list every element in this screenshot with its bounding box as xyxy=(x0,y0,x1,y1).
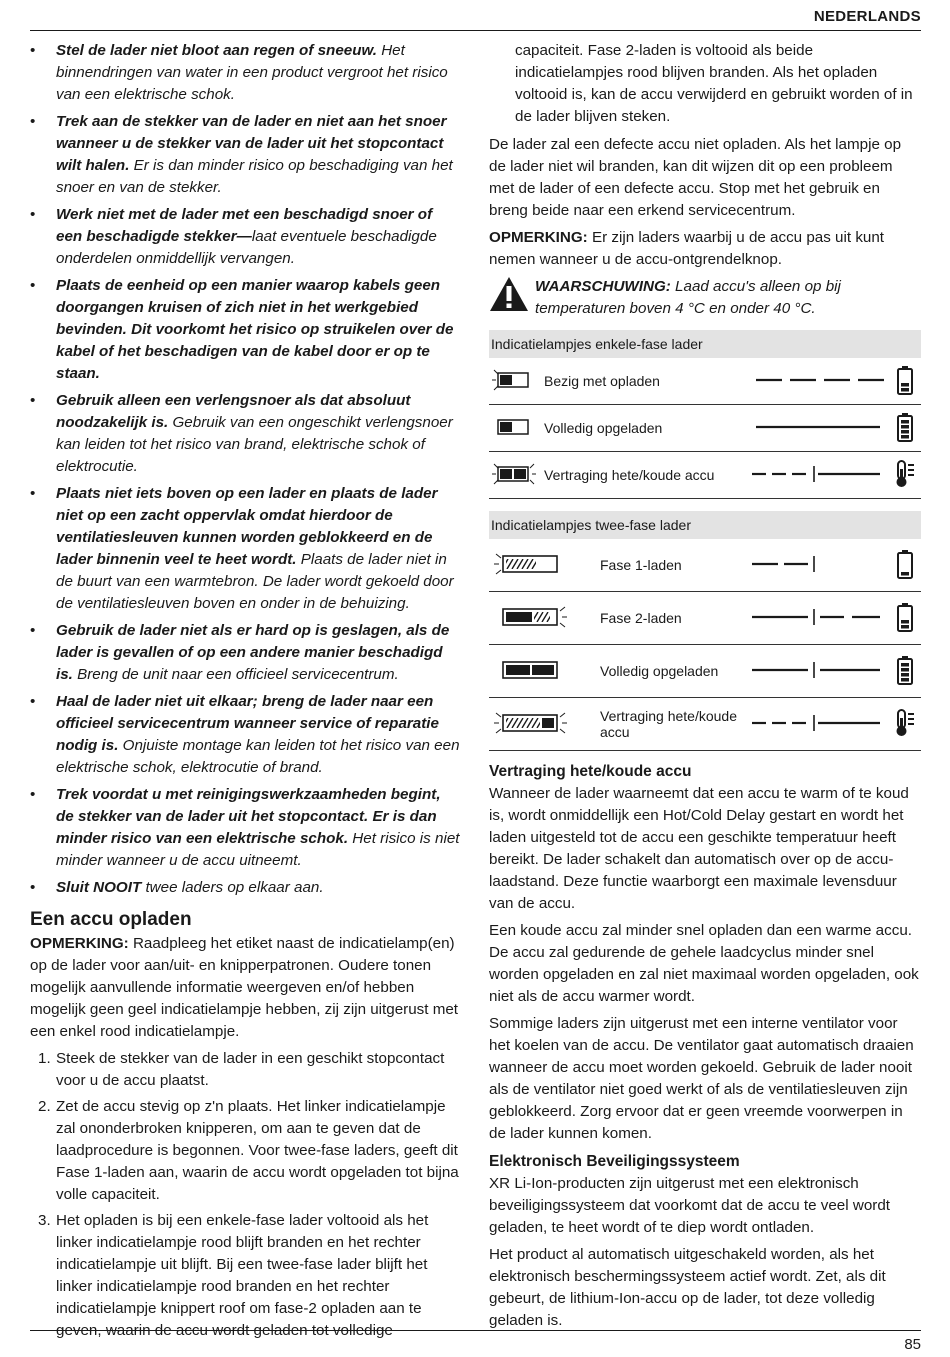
safety-bullet-bold: Werk niet met de lader met een beschadigd snoer of een beschadigde stekker— xyxy=(56,206,433,245)
hotcold-paragraph-2: Een koude accu zal minder snel opladen dan een warme accu. De accu zal gedurende de gehele laadcyclus minder snel worden opgeladen en zal niet maximaal worden opgeladen, ook niet als de accu warmer wordt. xyxy=(489,922,919,1005)
battery-icon xyxy=(889,539,921,592)
note-label: OPMERKING: xyxy=(30,935,129,952)
warning-body: Laad accu's alleen op bij temperaturen boven 4 °C en onder 40 °C. xyxy=(535,278,841,317)
step-number: 2. xyxy=(38,1098,51,1115)
safety-bullet-bold: Plaats de eenheid op een manier waarop kabels geen doorgangen kruisen of zich niet in het werkgebied bevinden. Dit voorkomt het risico op struikelen over de kabel of het beschadigen van de kabel door er op te staan. xyxy=(56,277,454,382)
section-title-charging: Een accu opladen xyxy=(30,909,192,930)
battery-icon xyxy=(889,358,921,405)
header-rule xyxy=(30,30,921,31)
safety-bullet-bold: Sluit NOOIT xyxy=(56,879,142,896)
indicator-led-icon xyxy=(489,358,543,405)
battery-icon xyxy=(889,405,921,452)
safety-bullet xyxy=(30,784,462,872)
left-column xyxy=(30,40,462,1346)
defect-paragraph: De lader zal een defecte accu niet opladen. Als het lampje op de lader niet wil branden, kan dit wijzen dit op een probleem met de lader of een defecte accu. Stop met het gebruik en breng beide naar een erkend servicecentrum. xyxy=(489,136,902,219)
blink-pattern-icon xyxy=(747,645,889,698)
safety-bullet-text: Breng de unit naar een officieel servicecentrum. xyxy=(72,666,399,683)
step-text: Steek de stekker van de lader in een geschikt stopcontact voor u de accu plaatst. xyxy=(56,1050,445,1089)
single-phase-table-title: Indicatielampjes enkele-fase lader xyxy=(489,330,921,358)
indicator-label: Volledig opgeladen xyxy=(599,645,747,698)
indicator-led-icon xyxy=(489,592,599,645)
indicator-led-icon xyxy=(489,405,543,452)
safety-bullet-text: Onjuiste montage kan leiden tot het risico van een elektrische schok, elektrocutie of brand. xyxy=(56,737,460,776)
indicator-label: Vertraging hete/koude accu xyxy=(543,452,747,499)
electronic-protection-title: Elektronisch Beveiligingssysteem xyxy=(489,1153,740,1170)
electronic-protection-paragraph-2: Het product al automatisch uitgeschakeld worden, als het elektronisch beschermingssysteem actief wordt. Zet, als dit gebeurt, de lithium-Ion-accu op de lader, tot deze volledig geladen is. xyxy=(489,1246,886,1329)
safety-bullet-text: Het risico is niet minder wanneer u de accu uitneemt. xyxy=(56,830,460,869)
step-text: Het opladen is bij een enkele-fase lader voltooid als het linker indicatielampje rood blijft branden en het rechter indicatielampje uit blijft. Bij een twee-fase lader blijft het linker indicatielampje rood branden en het rechter indicatielampje knippert roof om fase-2 opladen aan te geven, waarin de accu wordt geladen tot volledige xyxy=(56,1212,429,1339)
note2-label: OPMERKING: xyxy=(489,229,588,246)
blink-pattern-icon xyxy=(747,539,889,592)
indicator-label: Bezig met opladen xyxy=(543,358,747,405)
safety-bullet-text: laat eventuele beschadigde onderdelen onmiddellijk vervangen. xyxy=(56,228,437,267)
indicator-led-icon xyxy=(489,452,543,499)
safety-bullet xyxy=(30,40,462,106)
safety-bullet xyxy=(30,390,462,478)
safety-bullet-list xyxy=(30,40,462,899)
two-phase-row xyxy=(489,698,921,751)
step-number: 3. xyxy=(38,1212,51,1229)
thermometer-icon xyxy=(889,698,921,751)
blink-pattern-icon xyxy=(747,358,889,405)
hotcold-paragraph-3: Sommige laders zijn uitgerust met een interne ventilator voor het koelen van de accu. De ventilator gaat automatisch draaien wanneer de accu moet worden gekoeld. Gebruik de lader nooit als de ventilator niet goed werkt of als de ventilatiesleuven zijn geblokkeerd. Zorg ervoor dat er geen vreemde voorwerpen in de lader kunnen komen. xyxy=(489,1015,914,1142)
two-phase-table-title: Indicatielampjes twee-fase lader xyxy=(489,511,921,539)
charging-step xyxy=(30,1210,462,1342)
safety-bullet xyxy=(30,691,462,779)
warning-icon xyxy=(489,276,535,316)
page-number: 85 xyxy=(904,1336,921,1353)
safety-bullet-text: twee laders op elkaar aan. xyxy=(141,879,324,896)
safety-bullet-bold: Haal de lader niet uit elkaar; breng de lader naar een officieel servicecentrum wanneer service of reparatie nodig is. xyxy=(56,693,439,754)
warning-text xyxy=(535,276,921,320)
safety-bullet-bold: Gebruik de lader niet als er hard op is geslagen, als de lader is gevallen of op een andere manier beschadigd is. xyxy=(56,622,450,683)
footer-rule xyxy=(30,1330,921,1331)
charging-step-list xyxy=(30,1048,462,1342)
indicator-label: Volledig opgeladen xyxy=(543,405,747,452)
step3-continued: capaciteit. Fase 2-laden is voltooid als beide indicatielampjes rood blijven branden. Als het opladen voltooid is, kan de accu verwijderd en gebruikt worden of in de lader blijven steken. xyxy=(515,42,913,125)
note-text: Raadpleeg het etiket naast de indicatielamp(en) op de lader voor aan/uit- en knipperpatronen. Oudere tonen mogelijk aanvullende informatie weergeven en/of hebben mogelijk geen geel indicatielampje hebben, zij zijn uitgerust met een enkel rood indicatielampje. xyxy=(30,935,459,1040)
safety-bullet xyxy=(30,483,462,615)
single-phase-table xyxy=(489,330,921,499)
safety-bullet-text: Gebruik van een ongeschikt verlengsnoer kan leiden tot het risico van brand, elektrische schok of elektrocutie. xyxy=(56,414,453,475)
electronic-protection-paragraph-1: XR Li-Ion-producten zijn uitgerust met een elektronisch beveiligingssysteem dat voorkomt dat de accu te veel wordt geladen, te heet wordt of te diep wordt ontladen. xyxy=(489,1175,890,1236)
blink-pattern-icon xyxy=(747,592,889,645)
right-column xyxy=(489,40,921,1337)
note2-text: Er zijn laders waarbij u de accu pas uit kunt nemen wanneer u de accu-ontgrendelknop. xyxy=(489,229,885,268)
indicator-label: Vertraging hete/koude accu xyxy=(599,698,747,751)
warning-label: WAARSCHUWING: xyxy=(535,278,671,295)
safety-bullet-text: Plaats de lader niet in de buurt van een warmtebron. De lader wordt gekoeld door de ventilatiesleuven boven en onder in de behuizing. xyxy=(56,551,454,612)
safety-bullet xyxy=(30,877,462,899)
indicator-label: Fase 2-laden xyxy=(599,592,747,645)
warning-block xyxy=(489,276,921,320)
safety-bullet xyxy=(30,204,462,270)
battery-icon xyxy=(889,645,921,698)
single-phase-row xyxy=(489,405,921,452)
two-phase-row xyxy=(489,645,921,698)
single-phase-row xyxy=(489,452,921,499)
safety-bullet-text: Het binnendringen van water in een product vergroot het risico van een elektrische schok. xyxy=(56,42,448,103)
header-language: NEDERLANDS xyxy=(813,8,921,25)
indicator-label: Fase 1-laden xyxy=(599,539,747,592)
safety-bullet xyxy=(30,275,462,385)
safety-bullet-bold: Stel de lader niet bloot aan regen of sneeuw. xyxy=(56,42,377,59)
safety-bullet xyxy=(30,111,462,199)
hotcold-paragraph-1: Wanneer de lader waarneemt dat een accu te warm of te koud is, wordt onmiddellijk een Hot/Cold Delay gestart en wordt het laden uitgesteld tot de accu een geschikte temperatuur heeft bereikt. De lader schakelt dan automatisch over op de accu-laadstand. Deze functie waarborgt een maximale levensduur van de accu. xyxy=(489,785,909,912)
two-phase-row xyxy=(489,539,921,592)
two-phase-table xyxy=(489,511,921,751)
battery-icon xyxy=(889,592,921,645)
note-paragraph xyxy=(30,933,462,1043)
indicator-led-icon xyxy=(489,539,599,592)
note2-paragraph xyxy=(489,227,921,271)
blink-pattern-icon xyxy=(747,405,889,452)
safety-bullet xyxy=(30,620,462,686)
single-phase-row xyxy=(489,358,921,405)
safety-bullet-bold: Trek aan de stekker van de lader en niet aan het snoer wanneer u de stekker van de lader uit het stopcontact wilt halen. xyxy=(56,113,447,174)
two-phase-row xyxy=(489,592,921,645)
charging-step xyxy=(30,1096,462,1206)
indicator-led-icon xyxy=(489,698,599,751)
hotcold-title: Vertraging hete/koude accu xyxy=(489,763,692,780)
thermometer-icon xyxy=(889,452,921,499)
safety-bullet-bold: Gebruik alleen een verlengsnoer als dat absoluut noodzakelijk is. xyxy=(56,392,411,431)
step-text: Zet de accu stevig op z'n plaats. Het linker indicatielampje zal ononderbroken knipperen, om aan te geven dat de laadprocedure is begonnen. Voor twee-fase laders, geeft dit Fase 1-laden aan, waarin de accu wordt opgeladen tot bijna volle capaciteit. xyxy=(56,1098,459,1203)
charging-step xyxy=(30,1048,462,1092)
safety-bullet-text: Er is dan minder risico op beschadiging van het snoer en van de stekker. xyxy=(56,157,453,196)
blink-pattern-icon xyxy=(747,452,889,499)
step-number: 1. xyxy=(38,1050,51,1067)
safety-bullet-bold: Trek voordat u met reinigingswerkzaamheden begint, de stekker van de lader uit het stopcontact. Er is dan minder risico van een elektrische schok. xyxy=(56,786,441,847)
blink-pattern-icon xyxy=(747,698,889,751)
indicator-led-icon xyxy=(489,645,599,698)
safety-bullet-bold: Plaats niet iets boven op een lader en plaats de lader niet op een zacht oppervlak omdat hierdoor de ventilatiesleuven kunnen worden geblokkeerd en de lader binnenin veel te heet wordt. xyxy=(56,485,438,568)
